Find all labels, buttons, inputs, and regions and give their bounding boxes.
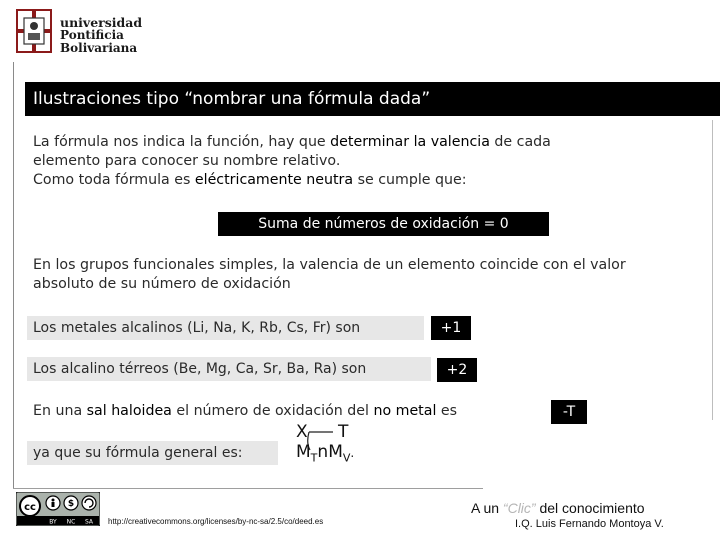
intro-paragraph [33, 133, 703, 190]
left-divider [13, 62, 14, 488]
logo-line-2: Pontificia [60, 28, 124, 42]
cc-badge-nc: NC [66, 518, 76, 526]
general-formula [296, 422, 386, 468]
alkali-metals-label: Los metales alcalinos (Li, Na, K, Rb, Cs, Fr) son [27, 316, 424, 340]
crest-icon [14, 8, 54, 54]
groups-line-1: En los grupos funcionales simples, la valencia de un elemento coincide con el valor [33, 257, 626, 273]
intro-text: se cumple que: [353, 172, 467, 188]
intro-highlight: determinar la valencia [330, 134, 490, 150]
formula-t: T [338, 422, 349, 442]
license-url-link[interactable]: http://creativecommons.org/licenses/by-nc-sa/2.5/co/deed.es [108, 517, 324, 526]
footer-text: del conocimiento [535, 500, 645, 516]
footer-text: A un [471, 500, 503, 516]
slide-title: Ilustraciones tipo “nombrar una fórmula dada” [25, 82, 720, 116]
formula-sub1: T [310, 451, 318, 465]
formula-expression [296, 442, 354, 464]
footer-slogan [471, 500, 645, 516]
university-logo [14, 8, 142, 58]
alkali-metals-value: +1 [431, 316, 471, 340]
intro-line-2: elemento para conocer su nombre relativo. [33, 153, 341, 169]
formula-n: n [317, 442, 329, 462]
groups-line-2: absoluto de su número de oxidación [33, 276, 291, 292]
intro-highlight: eléctricamente neutra [194, 172, 354, 188]
intro-text: Como toda fórmula es [33, 172, 195, 188]
intro-line-1 [33, 133, 703, 152]
logo-text [60, 16, 142, 55]
cc-badge-sa: SA [84, 518, 94, 526]
sal-highlight: sal haloidea [86, 403, 172, 419]
footer-author: I.Q. Luis Fernando Montoya V. [515, 518, 664, 530]
formula-m1: M [296, 442, 311, 462]
formula-period: . [350, 446, 355, 460]
formula-x: X [296, 422, 308, 442]
sal-highlight: no metal [373, 403, 437, 419]
svg-text:cc: cc [24, 502, 36, 513]
logo-line-3: Bolivariana [60, 41, 138, 55]
footer-clic: “Clic” [502, 500, 536, 516]
intro-line-3 [33, 171, 703, 190]
alkaline-earth-label: Los alcalino térreos (Be, Mg, Ca, Sr, Ba, Ra) son [27, 357, 431, 381]
general-formula-label: ya que su fórmula general es: [27, 441, 278, 465]
intro-text: de cada [489, 134, 551, 150]
formula-sub2: V [342, 451, 351, 465]
sal-text: En una [33, 403, 87, 419]
formula-m2: M [328, 442, 343, 462]
cc-license-icon[interactable] [16, 492, 100, 526]
cc-badge-by: BY [49, 518, 57, 526]
sum-rule-box: Suma de números de oxidación = 0 [218, 212, 549, 236]
sal-text: es [436, 403, 458, 419]
alkaline-earth-value: +2 [437, 358, 477, 382]
haloid-salt-text [33, 403, 457, 419]
groups-paragraph [33, 256, 713, 294]
svg-text:$: $ [67, 499, 75, 509]
sal-text: el número de oxidación del [171, 403, 374, 419]
logo-line-1: universidad [60, 15, 143, 30]
bottom-divider [13, 488, 483, 489]
intro-text: La fórmula nos indica la función, hay que [33, 134, 331, 150]
haloid-salt-value: -T [551, 400, 587, 424]
